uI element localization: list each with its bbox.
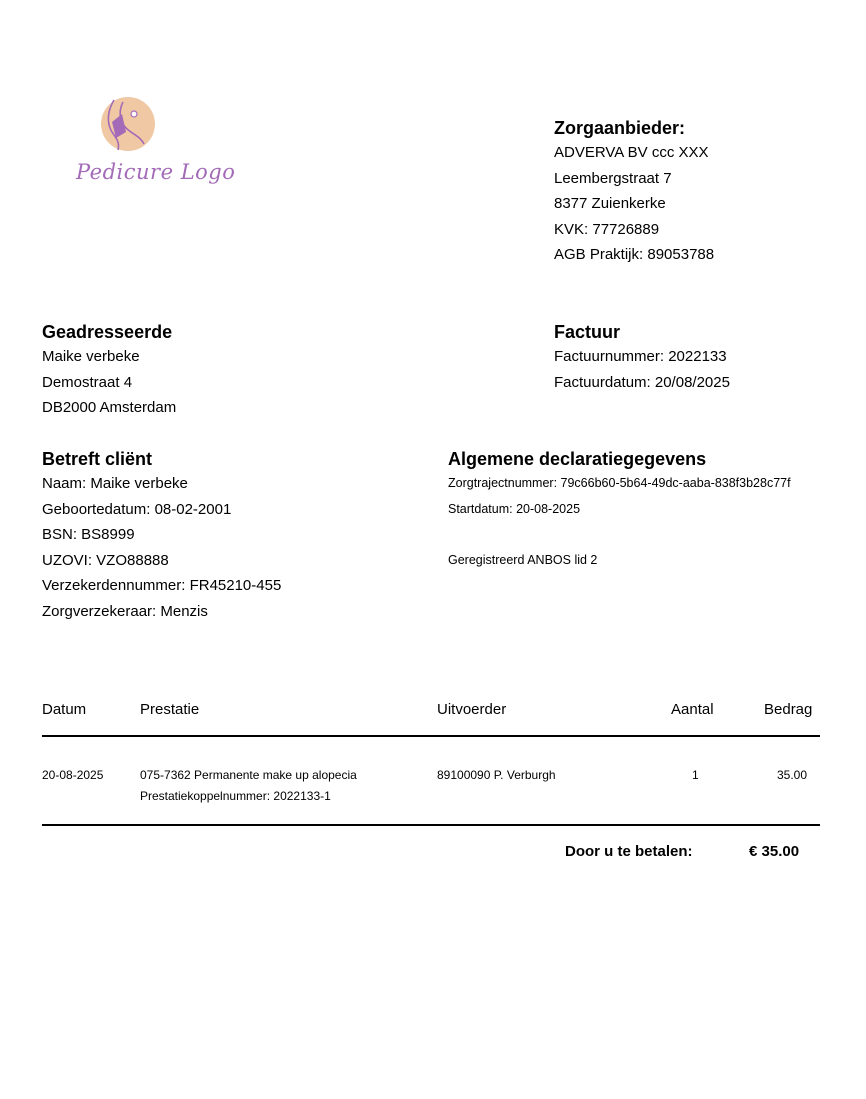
declaration-heading: Algemene declaratiegegevens bbox=[448, 449, 707, 469]
addressee-line: DB2000 Amsterdam bbox=[42, 399, 177, 416]
client-line: Verzekerdennummer: FR45210-455 bbox=[42, 577, 282, 594]
addressee-heading: Geadresseerde bbox=[42, 322, 173, 342]
client-line: BSN: BS8999 bbox=[42, 526, 135, 543]
invoice-date: Factuurdatum: 20/08/2025 bbox=[554, 373, 730, 391]
cell-datum: 20-08-2025 bbox=[42, 768, 104, 782]
cell-prestatie: 075-7362 Permanente make up alopecia bbox=[140, 768, 357, 782]
logo-dot bbox=[131, 111, 137, 117]
col-header-aantal: Aantal bbox=[671, 701, 714, 718]
col-header-uitvoerder: Uitvoerder bbox=[437, 701, 507, 718]
table-header-divider bbox=[42, 735, 820, 737]
invoice-block bbox=[554, 321, 730, 395]
total-label: Door u te betalen: bbox=[565, 843, 693, 860]
declaration-line: Zorgtrajectnummer: 79c66b60-5b64-49dc-aaba-838f3b28c77f bbox=[448, 476, 791, 490]
col-header-bedrag: Bedrag bbox=[764, 701, 813, 718]
declaration-line: Startdatum: 20-08-2025 bbox=[448, 501, 581, 516]
col-header-datum: Datum bbox=[42, 701, 87, 718]
table-footer-divider bbox=[42, 824, 820, 826]
invoice-number: Factuurnummer: 2022133 bbox=[554, 348, 727, 365]
addressee-line: Demostraat 4 bbox=[42, 373, 133, 391]
client-block bbox=[42, 448, 281, 624]
provider-line: 8377 Zuienkerke bbox=[554, 195, 666, 212]
provider-line: ADVERVA BV ccc XXX bbox=[554, 144, 709, 161]
declaration-line bbox=[448, 522, 791, 548]
company-logo bbox=[68, 92, 236, 202]
addressee-block bbox=[42, 321, 176, 421]
client-line: Zorgverzekeraar: Menzis bbox=[42, 602, 208, 620]
provider-line: AGB Praktijk: 89053788 bbox=[554, 246, 715, 263]
provider-heading: Zorgaanbieder: bbox=[554, 118, 686, 138]
logo-graphic bbox=[68, 92, 198, 202]
client-heading: Betreft cliënt bbox=[42, 449, 153, 469]
logo-text: Pedicure Logo bbox=[76, 160, 236, 184]
cell-bedrag: 35.00 bbox=[777, 768, 808, 782]
declaration-line: Geregistreerd ANBOS lid 2 bbox=[448, 552, 598, 567]
declaration-block bbox=[448, 448, 791, 573]
total-amount: € 35.00 bbox=[749, 843, 800, 860]
addressee-line: Maike verbeke bbox=[42, 348, 140, 365]
provider-line: KVK: 77726889 bbox=[554, 220, 660, 238]
cell-koppelnummer: Prestatiekoppelnummer: 2022133-1 bbox=[140, 789, 331, 803]
cell-aantal: 1 bbox=[692, 768, 699, 782]
client-line: Geboortedatum: 08-02-2001 bbox=[42, 500, 232, 518]
invoice-heading: Factuur bbox=[554, 322, 621, 342]
client-line: Naam: Maike verbeke bbox=[42, 475, 188, 492]
provider-block bbox=[554, 117, 714, 268]
provider-line: Leembergstraat 7 bbox=[554, 169, 672, 187]
client-line: UZOVI: VZO88888 bbox=[42, 551, 169, 569]
cell-uitvoerder: 89100090 P. Verburgh bbox=[437, 768, 556, 782]
col-header-prestatie: Prestatie bbox=[140, 701, 200, 718]
